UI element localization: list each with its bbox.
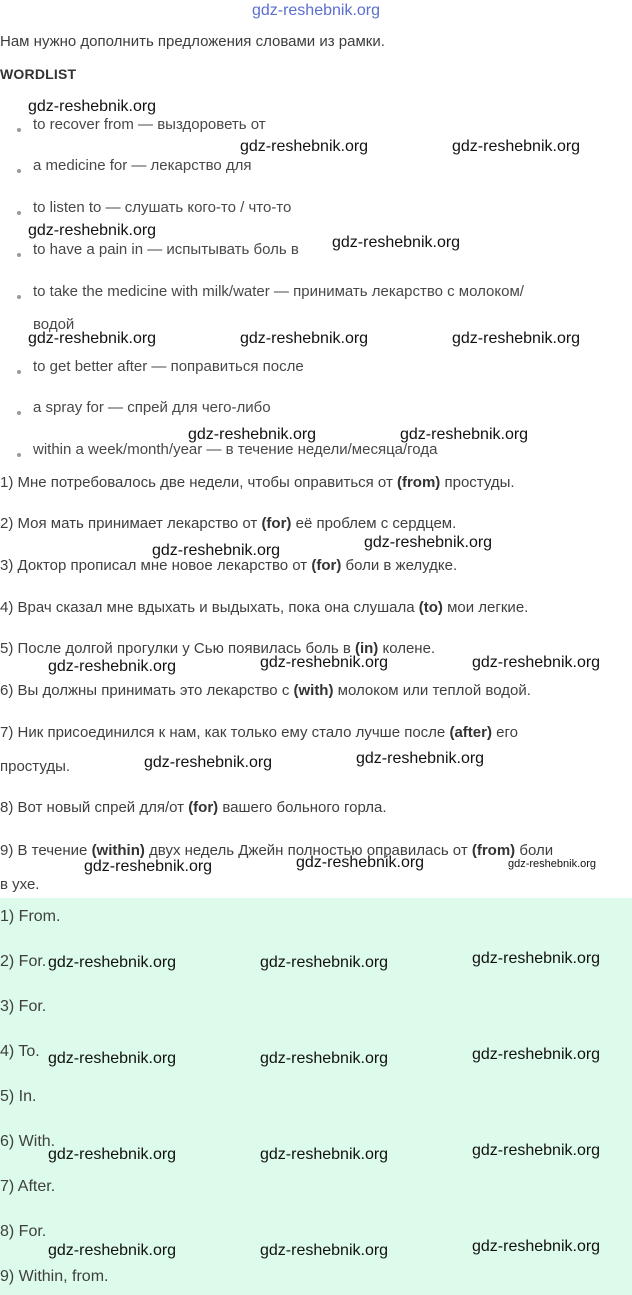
watermark: gdz-reshebnik.org bbox=[472, 654, 601, 671]
watermark: gdz-reshebnik.org bbox=[400, 426, 529, 443]
answer-item: 1) From. bbox=[0, 908, 61, 925]
watermark: gdz-reshebnik.org bbox=[48, 1050, 177, 1067]
bullet-icon bbox=[17, 128, 21, 132]
wordlist-item: to listen to — слушать кого-то / что-то bbox=[33, 199, 292, 216]
watermark: gdz-reshebnik.org bbox=[472, 950, 601, 967]
wordlist-item: to recover from — выздороветь от bbox=[33, 116, 266, 133]
intro-text: Нам нужно дополнить предложения словами из рамки. bbox=[0, 33, 385, 50]
watermark: gdz-reshebnik.org bbox=[260, 1242, 389, 1259]
sentence-line: 2) Моя мать принимает лекарство от (for) её проблем с сердцем. bbox=[0, 515, 457, 532]
wordlist-item-continuation: водой bbox=[33, 316, 75, 333]
watermark: gdz-reshebnik.org bbox=[48, 1146, 177, 1163]
answer-item: 4) To. bbox=[0, 1043, 40, 1060]
watermark: gdz-reshebnik.org bbox=[84, 858, 213, 875]
sentence-line: 4) Врач сказал мне вдыхать и выдыхать, пока она слушала (to) мои легкие. bbox=[0, 599, 529, 616]
watermark: gdz-reshebnik.org bbox=[452, 138, 581, 155]
watermark: gdz-reshebnik.org bbox=[508, 858, 597, 870]
watermark: gdz-reshebnik.org bbox=[48, 1242, 177, 1259]
wordlist-item: to get better after — поправиться после bbox=[33, 358, 304, 375]
bullet-icon bbox=[17, 169, 21, 173]
answer-item: 8) For. bbox=[0, 1223, 47, 1240]
answer-item: 2) For. bbox=[0, 953, 47, 970]
bullet-icon bbox=[17, 411, 21, 415]
sentence-line: простуды. bbox=[0, 758, 71, 775]
answer-item: 6) With. bbox=[0, 1133, 56, 1150]
wordlist-item: a spray for — спрей для чего-либо bbox=[33, 399, 271, 416]
watermark: gdz-reshebnik.org bbox=[188, 426, 317, 443]
sentence-line: 1) Мне потребовалось две недели, чтобы оправиться от (from) простуды. bbox=[0, 474, 515, 491]
sentence-line: 6) Вы должны принимать это лекарство с (with) молоком или теплой водой. bbox=[0, 682, 531, 699]
watermark: gdz-reshebnik.org bbox=[28, 222, 157, 239]
wordlist-item: to have a pain in — испытывать боль в bbox=[33, 241, 299, 258]
sentence-line: 8) Вот новый спрей для/от (for) вашего больного горла. bbox=[0, 799, 387, 816]
bullet-icon bbox=[17, 453, 21, 457]
watermark: gdz-reshebnik.org bbox=[472, 1046, 601, 1063]
watermark: gdz-reshebnik.org bbox=[296, 854, 425, 871]
watermark: gdz-reshebnik.org bbox=[332, 234, 461, 251]
watermark: gdz-reshebnik.org bbox=[144, 754, 273, 771]
bullet-icon bbox=[17, 370, 21, 374]
sentence-line: 5) После долгой прогулки у Сью появилась боль в (in) колене. bbox=[0, 640, 436, 657]
bullet-icon bbox=[17, 253, 21, 257]
bullet-icon bbox=[17, 295, 21, 299]
wordlist-heading: WORDLIST bbox=[0, 66, 77, 82]
watermark: gdz-reshebnik.org bbox=[472, 1142, 601, 1159]
wordlist-item: to take the medicine with milk/water — принимать лекарство с молоком/ bbox=[33, 283, 524, 300]
watermark: gdz-reshebnik.org bbox=[260, 954, 389, 971]
watermark: gdz-reshebnik.org bbox=[48, 954, 177, 971]
bullet-icon bbox=[17, 211, 21, 215]
answer-item: 5) In. bbox=[0, 1088, 37, 1105]
sentence-line: 3) Доктор прописал мне новое лекарство от (for) боли в желудке. bbox=[0, 557, 458, 574]
wordlist-item: within a week/month/year — в течение недели/месяца/года bbox=[33, 441, 438, 458]
watermark: gdz-reshebnik.org bbox=[472, 1238, 601, 1255]
watermark: gdz-reshebnik.org bbox=[240, 330, 369, 347]
site-title[interactable]: gdz-reshebnik.org bbox=[251, 2, 381, 19]
watermark: gdz-reshebnik.org bbox=[364, 534, 493, 551]
watermark: gdz-reshebnik.org bbox=[452, 330, 581, 347]
watermark: gdz-reshebnik.org bbox=[260, 1050, 389, 1067]
watermark: gdz-reshebnik.org bbox=[240, 138, 369, 155]
watermark: gdz-reshebnik.org bbox=[356, 750, 485, 767]
answer-item: 9) Within, from. bbox=[0, 1268, 109, 1285]
sentence-line: 7) Ник присоединился к нам, как только ему стало лучше после (after) его bbox=[0, 724, 518, 741]
watermark: gdz-reshebnik.org bbox=[260, 1146, 389, 1163]
watermark: gdz-reshebnik.org bbox=[28, 330, 157, 347]
watermark: gdz-reshebnik.org bbox=[48, 658, 177, 675]
watermark: gdz-reshebnik.org bbox=[260, 654, 389, 671]
watermark: gdz-reshebnik.org bbox=[152, 542, 281, 559]
answer-item: 3) For. bbox=[0, 998, 47, 1015]
answer-item: 7) After. bbox=[0, 1178, 56, 1195]
sentence-line: 9) В течение (within) двух недель Джейн полностью оправилась от (from) боли bbox=[0, 842, 554, 859]
watermark: gdz-reshebnik.org bbox=[28, 98, 157, 115]
sentence-line: в ухе. bbox=[0, 876, 40, 893]
wordlist-item: a medicine for — лекарство для bbox=[33, 157, 252, 174]
